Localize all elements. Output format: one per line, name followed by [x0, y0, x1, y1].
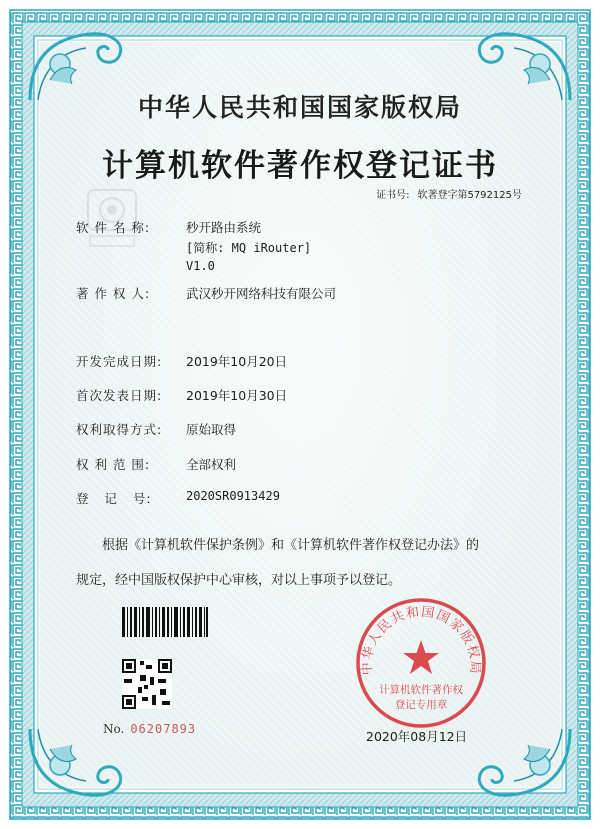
acquisition-method-value: 原始取得	[186, 422, 237, 437]
seal-line-1: 计算机软件著作权	[379, 684, 463, 696]
field-acquisition-method	[76, 420, 237, 438]
serial-value: 06207893	[130, 722, 197, 736]
software-short-name: [简称: MQ iRouter]	[186, 241, 312, 255]
field-registration-no	[76, 489, 280, 507]
statement-line-1: 根据《计算机软件保护条例》和《计算机软件著作权登记办法》的	[102, 538, 480, 553]
issue-date: 2020年08月12日	[366, 729, 468, 744]
certificate-title: 计算机软件著作权登记证书	[102, 148, 498, 184]
software-name-value: 秒开路由系统	[186, 220, 262, 235]
field-rights-scope	[76, 455, 237, 473]
field-label: 权利取得方式:	[76, 422, 163, 437]
rights-scope-value: 全部权利	[186, 457, 237, 472]
field-first-publication-date	[76, 386, 288, 404]
corner-ornament-bottom-right	[470, 719, 580, 809]
first-publication-date-value: 2019年10月30日	[186, 388, 288, 403]
field-label: 软 件 名 称:	[76, 220, 151, 235]
certificate-number	[376, 186, 522, 201]
seal-line-2: 登记专用章	[394, 699, 448, 711]
serial-label: No.	[103, 722, 125, 736]
seal-star-icon	[403, 640, 439, 674]
field-copyright-owner	[76, 284, 337, 302]
software-version: V1.0	[186, 259, 215, 273]
completion-date-value: 2019年10月20日	[186, 354, 288, 369]
issuing-authority: 中华人民共和国国家版权局	[137, 93, 462, 122]
certificate-number-value: 软著登字第5792125号	[417, 190, 522, 201]
qr-code-icon	[122, 659, 172, 709]
seal-ring-text: 中华人民共和国国家版权局	[359, 604, 483, 676]
official-seal	[354, 596, 488, 730]
serial-number	[103, 722, 196, 736]
field-software-name	[76, 218, 312, 273]
statement-line-2: 规定，经中国版权保护中心审核，对以上事项予以登记。	[76, 573, 402, 588]
barcode-icon	[122, 607, 208, 637]
registration-no-value: 2020SR0913429	[186, 489, 280, 503]
field-label: 首次发表日期:	[76, 388, 163, 403]
certificate-number-label: 证书号:	[376, 190, 410, 201]
field-label: 登 记 号:	[76, 491, 152, 506]
field-completion-date	[76, 352, 288, 370]
field-label: 著 作 权 人:	[76, 286, 151, 301]
field-label: 开发完成日期:	[76, 354, 163, 369]
copyright-owner-value: 武汉秒开网络科技有限公司	[186, 286, 337, 301]
field-value-group	[186, 218, 311, 273]
field-label: 权 利 范 围:	[76, 457, 151, 472]
